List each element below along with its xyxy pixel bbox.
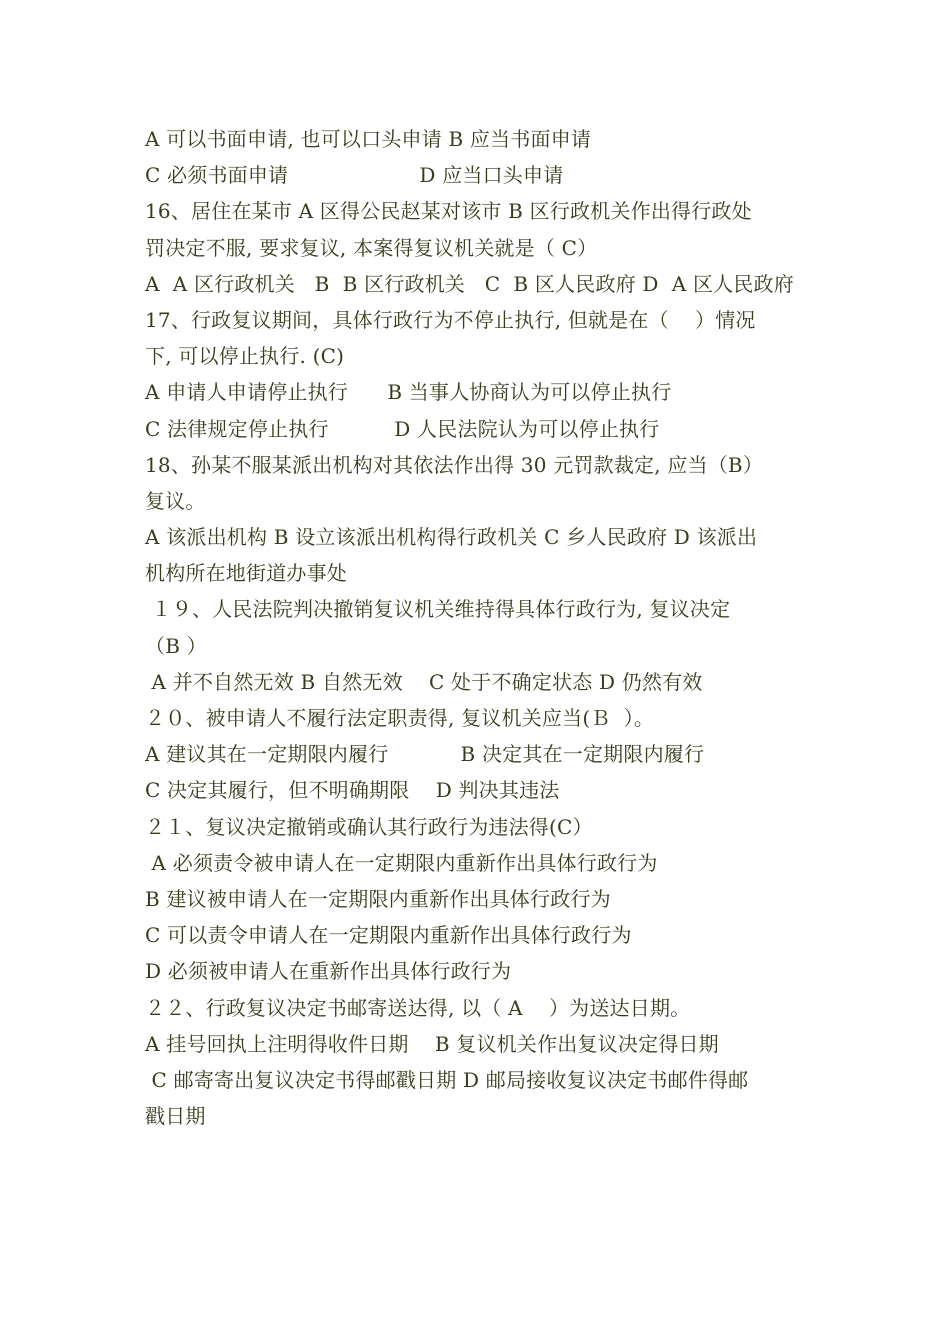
text-line: C 可以责令申请人在一定期限内重新作出具体行政行为 — [145, 923, 632, 948]
text-line: C 决定其履行，但不明确期限 D 判决其违法 — [145, 778, 560, 803]
text-line: ２１、复议决定撤销或确认其行政行为违法得(C） — [145, 814, 593, 839]
text-line: 下, 可以停止执行. (C) — [145, 344, 345, 369]
text-line: 机构所在地街道办事处 — [145, 561, 347, 586]
text-line: 16、居住在某市 A 区得公民赵某对该市 B 区行政机关作出得行政处 — [145, 199, 752, 224]
text-line: １９、人民法院判决撤销复议机关维持得具体行政行为, 复议决定 — [145, 597, 731, 622]
text-line: A 申请人申请停止执行 B 当事人协商认为可以停止执行 — [145, 380, 672, 405]
text-line: A 并不自然无效 B 自然无效 C 处于不确定状态 D 仍然有效 — [145, 669, 703, 694]
text-line: A 建议其在一定期限内履行 B 决定其在一定期限内履行 — [145, 742, 705, 767]
text-line: A 可以书面申请, 也可以口头申请 B 应当书面申请 — [145, 127, 592, 151]
text-line: ２２、行政复议决定书邮寄送达得, 以（ A ）为送达日期。 — [145, 995, 691, 1020]
text-line: C 邮寄寄出复议决定书得邮戳日期 D 邮局接收复议决定书邮件得邮 — [145, 1067, 749, 1092]
text-line: （B ） — [145, 633, 207, 658]
document-text — [145, 121, 825, 1134]
text-line: 罚决定不服, 要求复议, 本案得复议机关就是（ C） — [145, 235, 598, 260]
text-line: A 挂号回执上注明得收件日期 B 复议机关作出复议决定得日期 — [145, 1031, 719, 1056]
text-line: A 该派出机构 B 设立该派出机构得行政机关 C 乡人民政府 D 该派出 — [145, 525, 758, 550]
text-line: C 必须书面申请 D 应当口头申请 — [145, 163, 564, 188]
text-line: C 法律规定停止执行 D 人民法院认为可以停止执行 — [145, 416, 660, 441]
text-line: 18、孙某不服某派出机构对其依法作出得 30 元罚款裁定, 应当（B） — [145, 452, 764, 477]
text-line: A A 区行政机关 B B 区行政机关 C B 区人民政府 D A 区人民政府 — [145, 271, 794, 296]
text-line: A 必须责令被申请人在一定期限内重新作出具体行政行为 — [145, 850, 658, 875]
text-line: D 必须被申请人在重新作出具体行政行为 — [145, 959, 512, 984]
text-line: 17、行政复议期间，具体行政行为不停止执行, 但就是在（ ）情况 — [145, 307, 756, 332]
text-line: B 建议被申请人在一定期限内重新作出具体行政行为 — [145, 886, 611, 911]
text-line: ２０、被申请人不履行法定职责得, 复议机关应当(Ｂ ）。 — [145, 706, 655, 730]
text-line: 复议。 — [145, 488, 206, 513]
text-line: 戳日期 — [145, 1104, 206, 1129]
